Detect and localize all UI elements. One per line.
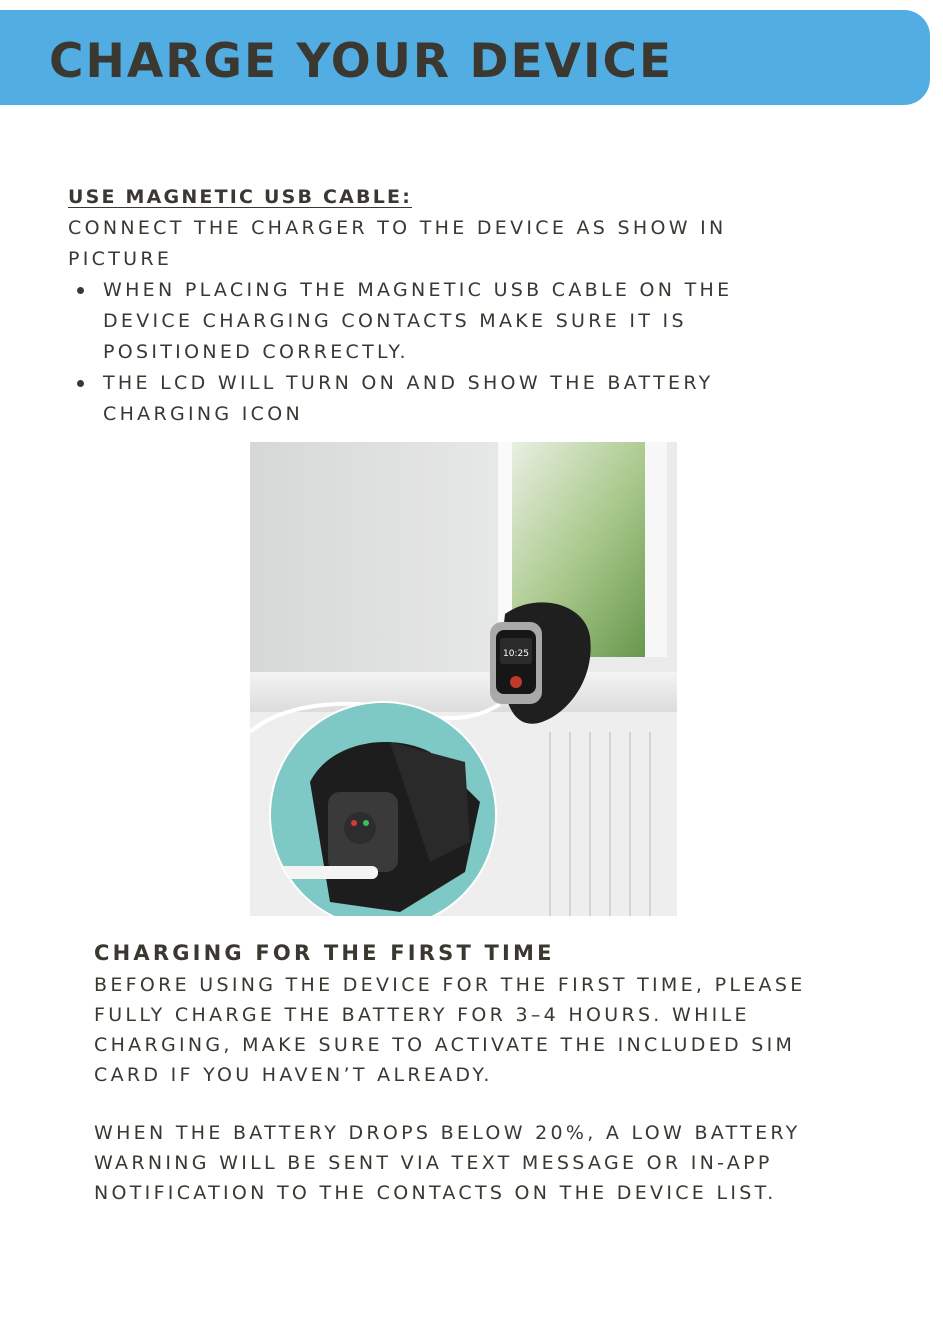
usb-cable-section [68, 182, 828, 430]
first-time-heading: CHARGING FOR THE FIRST TIME [94, 941, 555, 965]
usb-cable-bullet-list [68, 275, 828, 430]
usb-cable-heading: USE MAGNETIC USB CABLE: [68, 186, 413, 208]
charging-photo [250, 442, 677, 916]
list-item [103, 368, 828, 430]
bullet-dot-icon [77, 380, 84, 387]
first-time-section [94, 936, 854, 1208]
low-battery-paragraph: WHEN THE BATTERY DROPS BELOW 20%, A LOW BATTERY WARNING WILL BE SENT VIA TEXT MESSAGE OR IN-APP NOTIFICATION TO THE CONTACTS ON THE DEVICE LIST. [94, 1122, 801, 1204]
page-title: CHARGE YOUR DEVICE [49, 34, 674, 89]
watch-screen-time: 10:25 [503, 649, 529, 659]
list-item-text: WHEN PLACING THE MAGNETIC USB CABLE ON THE DEVICE CHARGING CONTACTS MAKE SURE IT IS POSITIONED CORRECTLY. [103, 279, 733, 363]
usb-cable-intro: CONNECT THE CHARGER TO THE DEVICE AS SHOW IN PICTURE [68, 217, 727, 270]
first-time-paragraph: BEFORE USING THE DEVICE FOR THE FIRST TIME, PLEASE FULLY CHARGE THE BATTERY FOR 3–4 HOURS. WHILE CHARGING, MAKE SURE TO ACTIVATE THE INCLUDED SIM CARD IF YOU HAVEN’T ALREADY. [94, 974, 806, 1086]
list-item-text: THE LCD WILL TURN ON AND SHOW THE BATTERY CHARGING ICON [103, 372, 714, 425]
bullet-dot-icon [77, 287, 84, 294]
list-item [103, 275, 828, 368]
header-banner [0, 10, 930, 105]
